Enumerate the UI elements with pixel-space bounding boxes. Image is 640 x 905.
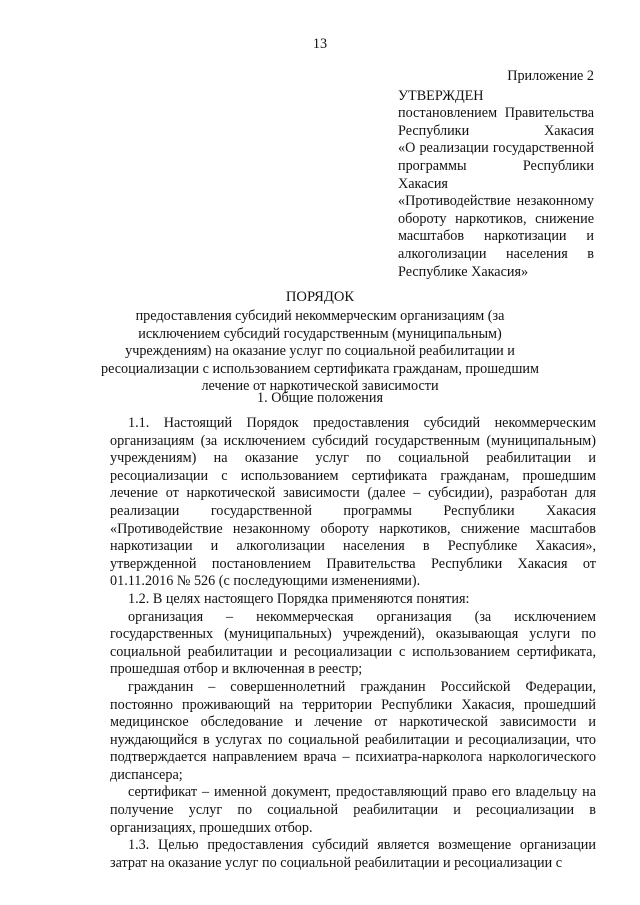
approval-line: «О реализации государственной — [398, 140, 594, 157]
approved-label: УТВЕРЖДЕН — [398, 87, 484, 104]
approval-line: Республике Хакасия» — [398, 263, 529, 280]
document-subtitle: предоставления субсидий некоммерческим организациям (за исключением субсидий государственным (муниципальным) учреждениям) на оказание услуг по социальной реабилитации и ресоциализации с использованием сертификата гражданам, прошедшим лечение от наркотической зависимости — [101, 308, 539, 395]
approval-line: «Противодействие незаконному — [398, 193, 594, 210]
definition-organization: организация – некоммерческая организация (за исключением государственных (муниципальных) учреждений), оказывающая услуги по социальной реабилитации и ресоциализации с использованием сертификата, прошедшая отбор и включенная в реестр; — [110, 608, 596, 678]
approval-line: постановлением Правительства — [398, 105, 594, 122]
approval-block — [398, 68, 594, 281]
document-body — [110, 415, 596, 872]
approval-line: программы Республики Хакасия — [398, 157, 594, 192]
page-number: 13 — [312, 36, 328, 52]
approval-line: Республики Хакасия — [398, 122, 594, 139]
approval-line: масштабов наркотизации и — [398, 228, 594, 245]
definition-citizen: гражданин – совершеннолетний гражданин Российской Федерации, постоянно проживающий на территории Республики Хакасия, прошедший медицинское обследование и лечение от наркотической зависимости и нуждающийся в услугах по социальной реабилитации и ресоциализации, что подтверждается направлением врача – психиатра-нарколога наркологического диспансера; — [110, 678, 596, 783]
paragraph-1-2: 1.2. В целях настоящего Порядка применяются понятия: — [128, 590, 470, 607]
approval-line: обороту наркотиков, снижение — [398, 210, 594, 227]
annex-label: Приложение 2 — [507, 68, 594, 84]
paragraph-1-1: 1.1. Настоящий Порядок предоставления субсидий некоммерческим организациям (за исключением субсидий государственным (муниципальным) учреждениям) на оказание услуг по социальной реабилитации и ресоциализации с использованием сертификата гражданам, прошедшим лечение от наркотической зависимости (далее – субсидии), разработан для реализации государственной программы Республики Хакасия «Противодействие незаконному обороту наркотиков, снижение масштабов наркотизации и алкоголизации населения в Республике Хакасия», утвержденной постановлением Правительства Республики Хакасия от 01.11.2016 № 526 (с последующими изменениями). — [110, 415, 596, 590]
section-heading: 1. Общие положения — [257, 390, 383, 406]
paragraph-1-3: 1.3. Целью предоставления субсидий является возмещение организации затрат на оказание услуг по социальной реабилитации и ресоциализации с — [110, 837, 596, 871]
definition-certificate: сертификат – именной документ, предоставляющий право его владельцу на получение услуг по социальной реабилитации и ресоциализации в организациях, прошедших отбор. — [110, 784, 596, 836]
document-title: ПОРЯДОК — [285, 289, 355, 305]
approval-line: алкоголизации населения в — [398, 245, 594, 262]
approval-resolution — [398, 105, 594, 281]
